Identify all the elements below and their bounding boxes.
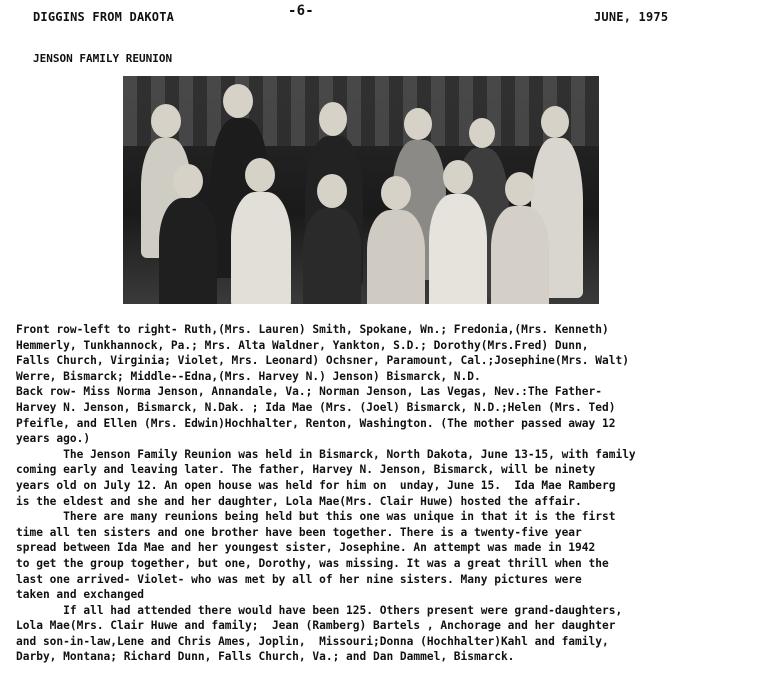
newsletter-title: DIGGINS FROM DAKOTA — [33, 10, 175, 24]
text-line: Back row- Miss Norma Jenson, Annandale, Va.; Norman Jenson, Las Vegas, Nev.:The Father- — [16, 385, 602, 399]
section-title: JENSON FAMILY REUNION — [33, 52, 173, 65]
text-line: Lola Mae(Mrs. Clair Huwe and family; Jean (Ramberg) Bartels , Anchorage and her daughter — [16, 619, 616, 633]
text-line: is the eldest and she and her daughter, Lola Mae(Mrs. Clair Huwe) hosted the affair. — [16, 494, 582, 508]
text-line: last one arrived- Violet- who was met by all of her nine sisters. Many pictures were — [16, 572, 582, 586]
text-line: years old on July 12. An open house was held for him on unday, June 15. Ida Mae Ramberg — [16, 478, 616, 492]
text-line: taken and exchanged — [16, 588, 144, 602]
issue-date: JUNE, 1975 — [594, 10, 669, 24]
text-line: Pfeifle, and Ellen (Mrs. Edwin)Hochhalter, Renton, Washington. (The mother passed away 12 — [16, 416, 616, 430]
text-line: There are many reunions being held but this one was unique in that it is the first — [16, 510, 616, 524]
text-line: Falls Church, Virginia; Violet, Mrs. Leonard) Ochsner, Paramount, Cal.;Josephine(Mrs. Walt) — [16, 354, 629, 368]
text-line: Werre, Bismarck; Middle--Edna,(Mrs. Harvey N.) Jenson) Bismarck, N.D. — [16, 369, 481, 383]
text-line: years ago.) — [16, 432, 91, 446]
text-line: time all ten sisters and one brother have been together. There is a twenty-five year — [16, 525, 582, 539]
text-line: If all had attended there would have been 125. Others present were grand-daughters, — [16, 603, 623, 617]
text-line: Hemmerly, Tunkhannock, Pa.; Mrs. Alta Waldner, Yankton, S.D.; Dorothy(Mrs.Fred) Dunn, — [16, 338, 589, 352]
text-line: to get the group together, but one, Dorothy, was missing. It was a great thrill when the — [16, 556, 609, 570]
group-photo — [123, 76, 599, 304]
text-line: spread between Ida Mae and her youngest sister, Josephine. An attempt was made in 1942 — [16, 541, 596, 555]
text-line: Darby, Montana; Richard Dunn, Falls Church, Va.; and Dan Dammel, Bismarck. — [16, 650, 515, 664]
page-number: -6- — [288, 3, 314, 19]
text-line: coming early and leaving later. The father, Harvey N. Jenson, Bismarck, will be ninety — [16, 463, 596, 477]
text-line: The Jenson Family Reunion was held in Bismarck, North Dakota, June 13-15, with family — [16, 447, 636, 461]
article-body — [16, 322, 756, 665]
photo-background — [123, 76, 599, 146]
text-line: Front row-left to right- Ruth,(Mrs. Lauren) Smith, Spokane, Wn.; Fredonia,(Mrs. Kenneth) — [16, 323, 609, 336]
text-line: Harvey N. Jenson, Bismarck, N.Dak. ; Ida Mae (Mrs. (Joel) Bismarck, N.D.;Helen (Mrs. Ted) — [16, 400, 616, 414]
text-line: and son-in-law,Lene and Chris Ames, Joplin, Missouri;Donna (Hochhalter)Kahl and family, — [16, 634, 609, 648]
